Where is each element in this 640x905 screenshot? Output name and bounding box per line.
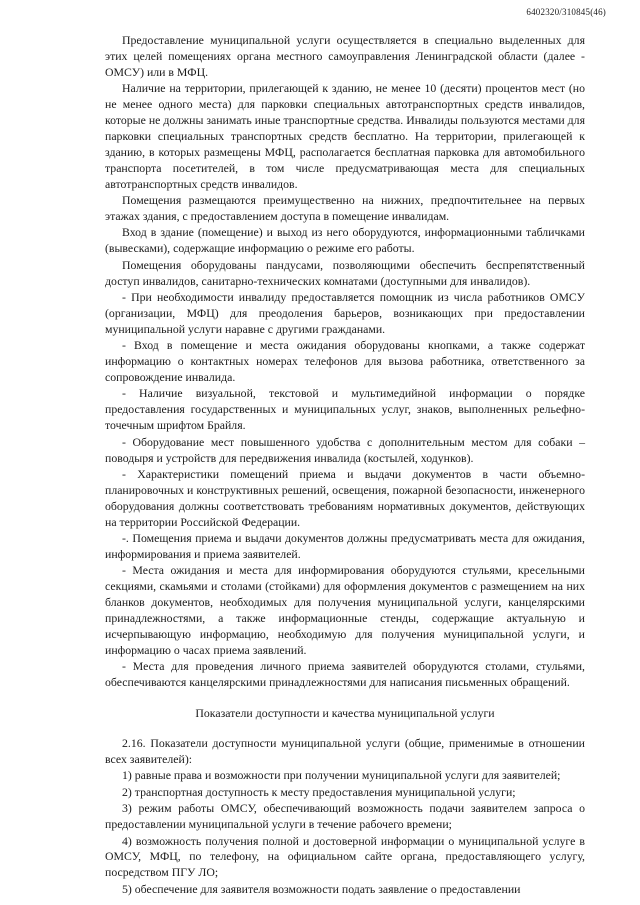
paragraph: Помещения размещаются преимущественно на нижних, предпочтительнее на первых этажах здания, с предоставлением доступа в помещение инвалидам. <box>105 193 585 223</box>
section-heading: Показатели доступности и качества муниципальной услуги <box>195 706 495 721</box>
document-id: 6402320/310845(46) <box>526 7 606 17</box>
list-item: 2.16. Показатели доступности муниципальной услуги (общие, применимые в отношении всех заявителей): <box>105 736 585 766</box>
list-item: 3) режим работы ОМСУ, обеспечивающий возможность подачи заявителем запроса о предоставлении муниципальной услуги в течение рабочего времени; <box>105 801 585 832</box>
document-body <box>105 33 585 898</box>
paragraph: Вход в здание (помещение) и выход из него оборудуются, информационными табличками (вывесками), содержащие информацию о режиме его работы. <box>105 225 585 256</box>
paragraph: -. Помещения приема и выдачи документов должны предусматривать места для ожидания, информирования и приема заявителей. <box>105 531 585 561</box>
paragraph: Предоставление муниципальной услуги осуществляется в специально выделенных для этих целей помещениях органа местного самоуправления Ленинградской области (далее - ОМСУ) или в МФЦ. <box>105 33 585 79</box>
list-item: 2) транспортная доступность к месту предоставления муниципальной услуги; <box>122 784 516 799</box>
list-item: 1) равные права и возможности при получении муниципальной услуги для заявителей; <box>122 768 561 783</box>
paragraph: - Наличие визуальной, текстовой и мультимедийной информации о порядке предоставления государственных и муниципальных услуг, знаков, выполненных рельефно-точечным шрифтом Брайля. <box>105 386 585 433</box>
paragraph: - Места для проведения личного приема заявителей оборудуются столами, стульями, обеспечиваются канцелярскими принадлежностями для написания письменных обращений. <box>105 659 585 690</box>
paragraph: - Вход в помещение и места ожидания оборудованы кнопками, а также содержат информацию о контактных номерах телефонов для вызова работника, ответственного за сопровождение инвалида. <box>105 338 585 385</box>
paragraph: - При необходимости инвалиду предоставляется помощник из числа работников ОМСУ (организации, МФЦ) для преодоления барьеров, возникающих при предоставлении муниципальной услуги наравне с другими гражданами. <box>105 290 585 336</box>
list-item: 4) возможность получения полной и достоверной информации о муниципальной услуге в ОМСУ, МФЦ, по телефону, на официальном сайте органа, предоставляющего услугу, посредством ПГУ ЛО; <box>105 833 585 880</box>
paragraph: - Места ожидания и места для информирования оборудуются стульями, кресельными секциями, скамьями и столами (стойками) для оформления документов с размещением на них бланков документов, необходимых для получения муниципальной услуги, канцелярскими принадлежностями, а также информационные стенды, содержащие актуальную и исчерпывающую информацию, необходимую для получения муниципальной услуги, и информацию о часах приема заявлений. <box>105 563 585 657</box>
paragraph: Наличие на территории, прилегающей к зданию, не менее 10 (десяти) процентов мест (но не менее одного места) для парковки специальных автотранспортных средств инвалидов, которые не должны занимать иные транспортные средства. Инвалиды пользуются местами для парковки специальных транспортных средств бесплатно. На территории, прилегающей к зданию, в которых размещены МФЦ, располагается бесплатная парковка для автомобильного транспорта посетителей, в том числе предусматривающая места для специальных автотранспортных средств инвалидов. <box>105 81 585 191</box>
list-item: 5) обеспечение для заявителя возможности подать заявление о предоставлении <box>122 881 521 896</box>
paragraph: - Оборудование мест повышенного удобства с дополнительным местом для собаки – поводыря и устройств для передвижения инвалида (костылей, ходунков). <box>105 434 585 465</box>
paragraph: - Характеристики помещений приема и выдачи документов в части объемно-планировочных и конструктивных решений, освещения, пожарной безопасности, инженерного оборудования должны соответствовать требованиям нормативных документов, действующих на территории Российской Федерации. <box>105 466 585 529</box>
paragraph: Помещения оборудованы пандусами, позволяющими обеспечить беспрепятственный доступ инвалидов, санитарно-технических комнатами (доступными для инвалидов). <box>105 257 585 288</box>
